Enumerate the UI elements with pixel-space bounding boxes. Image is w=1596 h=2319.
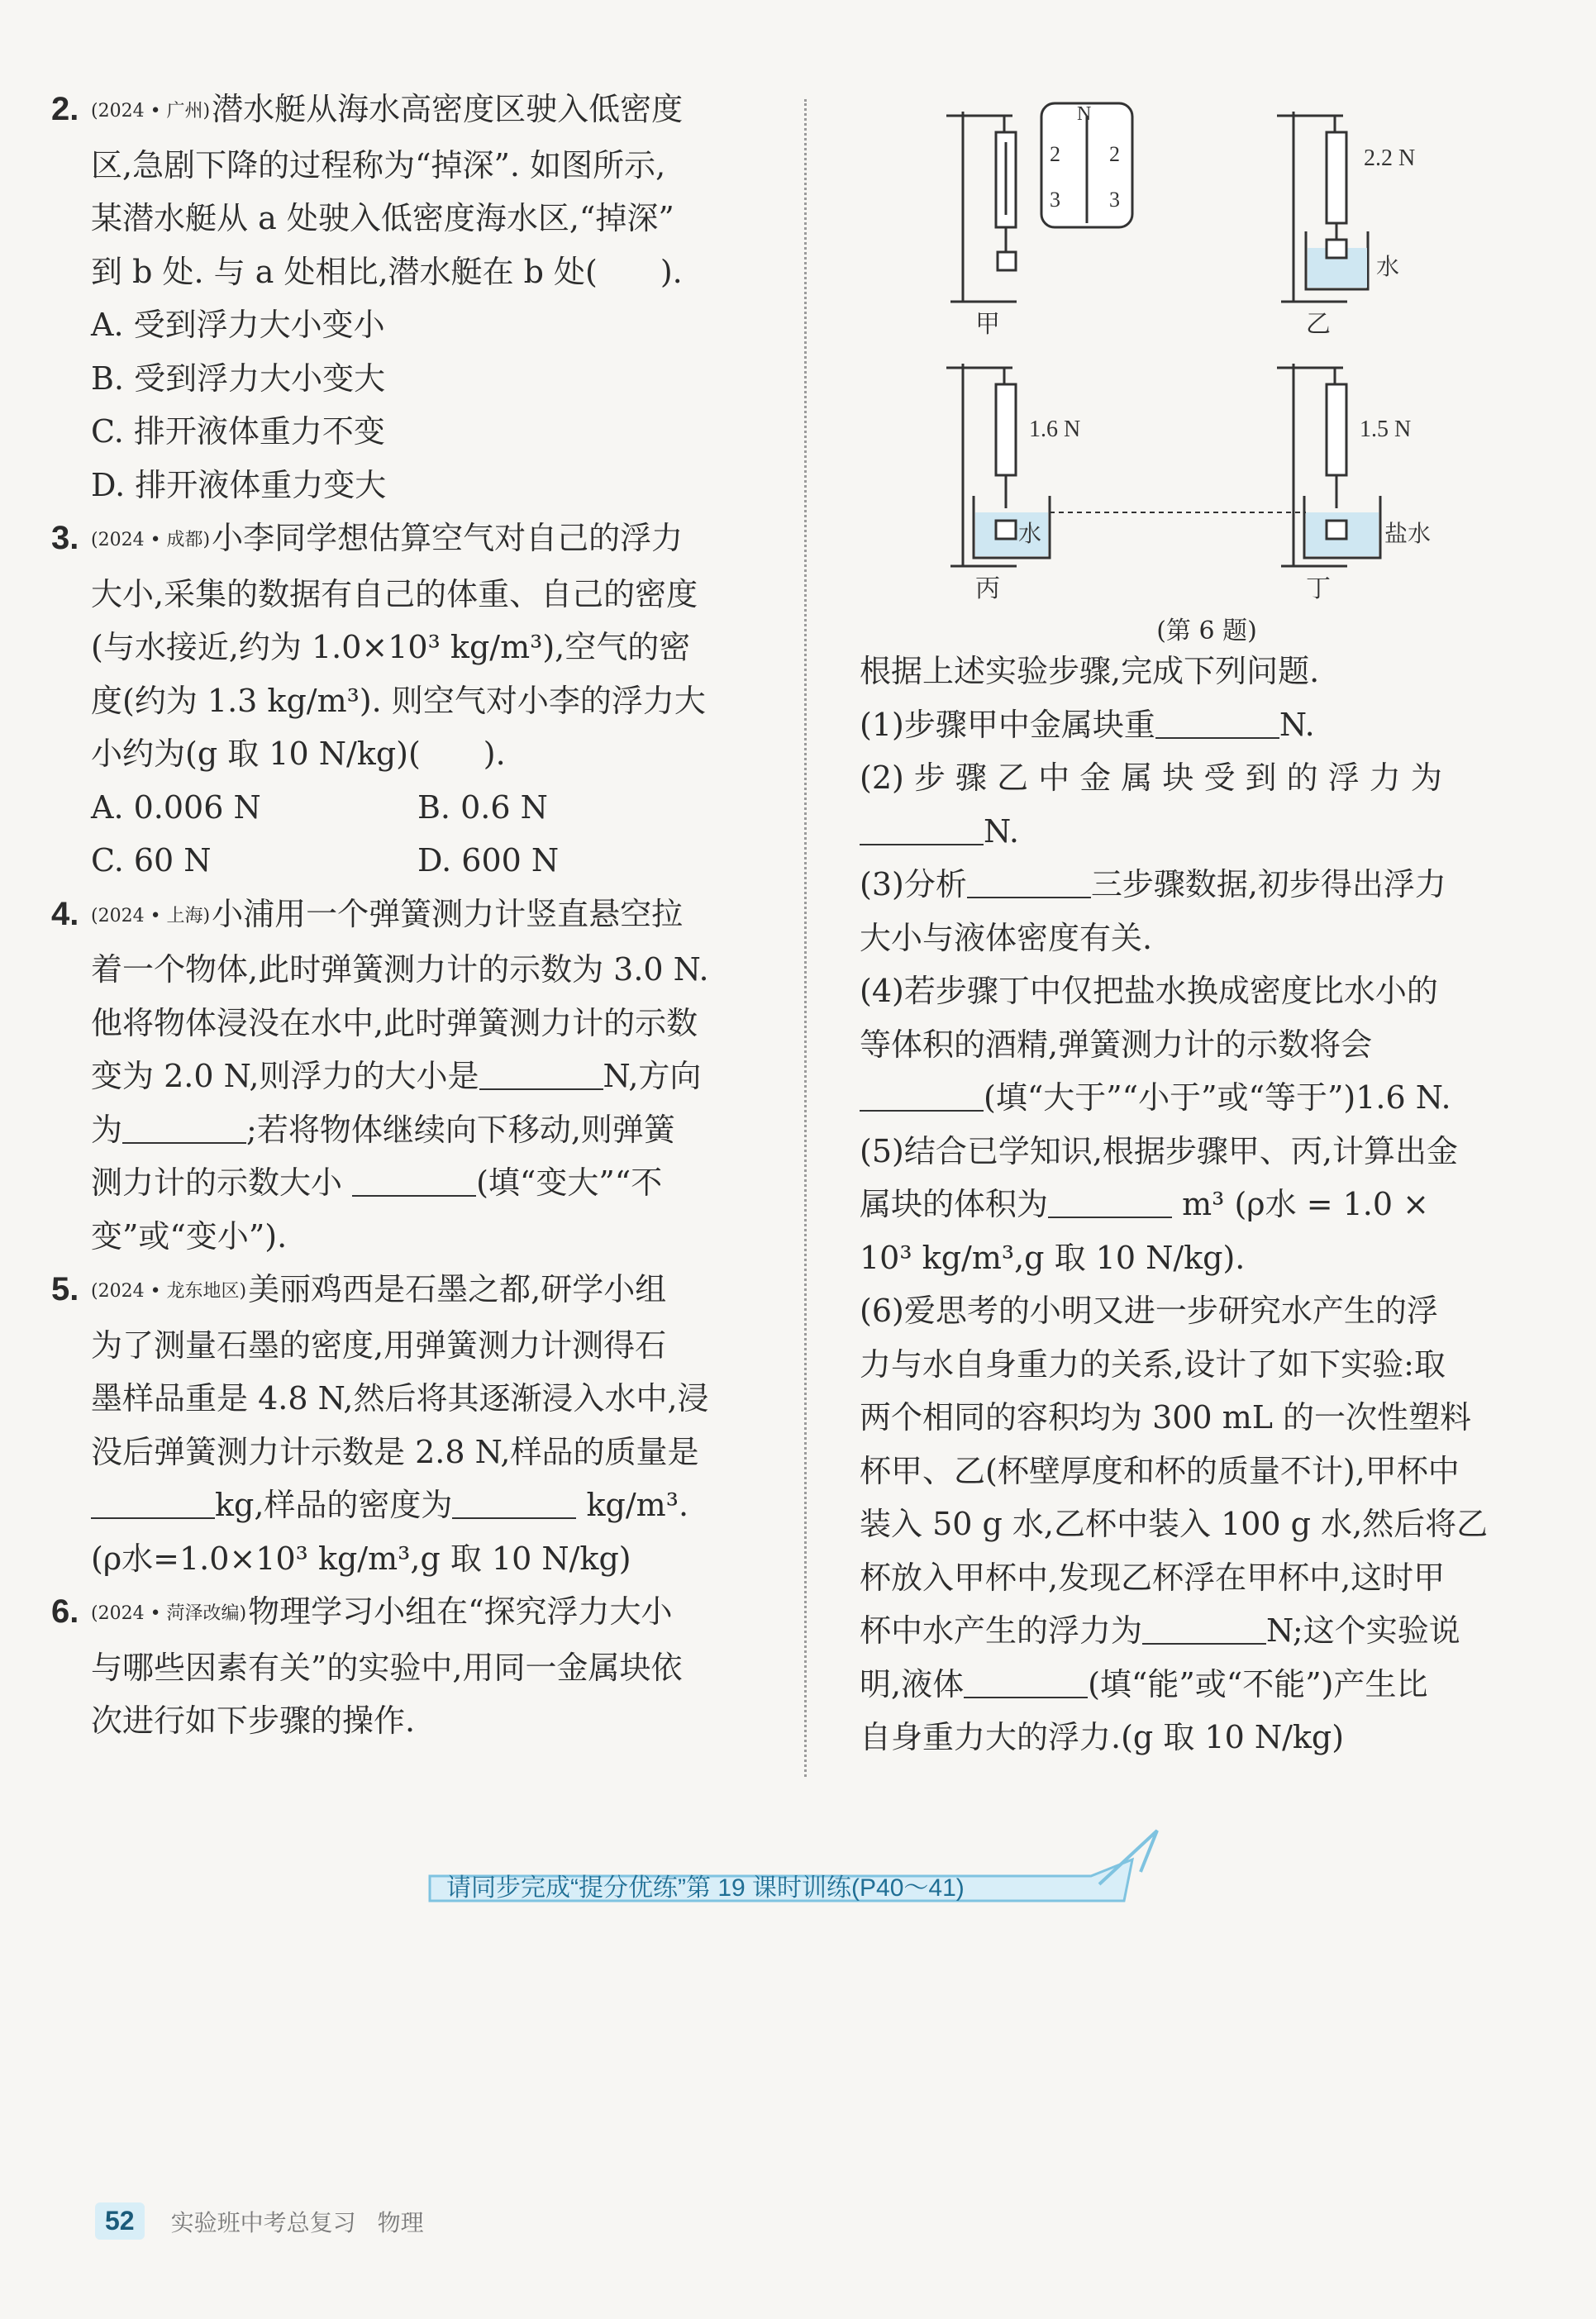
question-number: 5.: [51, 1271, 79, 1307]
label-bing: 丙: [975, 575, 1000, 602]
option-d: D. 排开液体重力变大: [91, 466, 387, 503]
question-number: 2.: [51, 91, 79, 127]
question-text: 装入 50 g 水,乙杯中装入 100 g 水,然后将乙: [860, 1506, 1489, 1542]
scale-mark: 2: [1050, 142, 1060, 166]
liquid-label: 水: [1376, 255, 1400, 280]
spring-scale-diagram: [926, 91, 1488, 603]
answer-blank[interactable]: [1142, 1617, 1266, 1645]
label-jia: 甲: [975, 311, 1000, 338]
answer-blank[interactable]: [860, 1083, 984, 1112]
question-text: 杯甲、乙(杯壁厚度和杯的质量不计),甲杯中: [860, 1452, 1460, 1489]
question-number: 3.: [51, 520, 79, 556]
question-text: (与水接近,约为 1.0×10³ kg/m³),空气的密: [91, 629, 691, 665]
question-text: 度(约为 1.3 kg/m³). 则空气对小李的浮力大: [91, 682, 706, 719]
question-text: 某潜水艇从 a 处驶入低密度海水区,“掉深”: [91, 200, 674, 236]
question-text: kg/m³.: [586, 1487, 689, 1523]
question-text: 墨样品重是 4.8 N,然后将其逐渐浸入水中,浸: [91, 1380, 709, 1417]
question-source: (2024 • 广州): [91, 101, 211, 121]
question-text: 次进行如下步骤的操作.: [91, 1702, 416, 1739]
question-text: 属块的体积为: [860, 1186, 1049, 1222]
question-source: (2024 • 成都): [91, 530, 211, 550]
question-text: 10³ kg/m³,g 取 10 N/kg).: [860, 1239, 1246, 1276]
option-b: B. 受到浮力大小变大: [91, 360, 386, 397]
question-text: 大小与液体密度有关.: [860, 919, 1153, 956]
question-text: 着一个物体,此时弹簧测力计的示数为 3.0 N.: [91, 951, 709, 988]
book-title: 实验班中考总复习: [170, 2209, 356, 2236]
question-text: (ρ水=1.0×10³ kg/m³,g 取 10 N/kg): [91, 1540, 631, 1577]
question-text: ;若将物体继续向下移动,则弹簧: [246, 1111, 675, 1148]
question-text: N;这个实验说: [1266, 1612, 1460, 1649]
question-text: 与哪些因素有关”的实验中,用同一金属块依: [91, 1649, 683, 1686]
sub-question-6: (6)爱思考的小明又进一步研究水产生的浮: [860, 1293, 1438, 1329]
figure-caption: (第 6 题): [1156, 617, 1257, 645]
question-text: 变”或“变小”).: [91, 1217, 288, 1255]
option-c: C. 60 N: [91, 842, 212, 879]
liquid-label: 盐水: [1384, 521, 1432, 547]
sub-question-1: (1)步骤甲中金属块重: [860, 706, 1155, 743]
reading-ding: 1.5 N: [1360, 417, 1412, 442]
answer-blank[interactable]: [479, 1062, 603, 1090]
option-b: B. 0.6 N: [417, 788, 548, 826]
metal-block: [998, 252, 1016, 270]
banner-graphic: [413, 1826, 1207, 1917]
unit-text: N.: [984, 812, 1019, 850]
question-text: 小浦用一个弹簧测力计竖直悬空拉: [212, 895, 684, 932]
option-a: A. 受到浮力大小变小: [91, 307, 385, 343]
answer-blank[interactable]: [964, 1670, 1088, 1698]
question-text: 物理学习小组在“探究浮力大小: [248, 1593, 673, 1630]
metal-block: [1327, 240, 1346, 258]
question-text: 测力计的示数大小: [91, 1164, 343, 1201]
question-text: (填“能”或“不能”)产生比: [1088, 1665, 1428, 1702]
unit-text: N.: [1279, 706, 1315, 743]
question-text: 明,液体: [860, 1665, 965, 1702]
answer-blank[interactable]: [1048, 1190, 1172, 1218]
question-text: 两个相同的容积均为 300 mL 的一次性塑料: [860, 1399, 1472, 1436]
option-a: A. 0.006 N: [91, 788, 261, 826]
question-text: m³ (ρ水 = 1.0 ×: [1182, 1186, 1429, 1222]
answer-blank[interactable]: [122, 1116, 246, 1144]
question-source: (2024 • 菏泽改编): [91, 1603, 247, 1624]
question-text: 三步骤数据,初步得出浮力: [1090, 866, 1446, 902]
question-text: (填“大于”“小于”或“等于”)1.6 N.: [984, 1079, 1451, 1116]
question-text: 潜水艇从海水高密度区驶入低密度: [212, 91, 684, 127]
scale-mark: 3: [1109, 188, 1120, 212]
experiment-figure: [926, 91, 1488, 645]
right-column: [860, 645, 1513, 1764]
question-text: kg,样品的密度为: [215, 1487, 453, 1523]
label-ding: 丁: [1306, 575, 1331, 602]
question-text: 杯放入甲杯中,发现乙杯浮在甲杯中,这时甲: [860, 1559, 1446, 1596]
scale-mark: 2: [1109, 142, 1120, 166]
question-3: [51, 512, 802, 888]
scale-mark: 3: [1050, 188, 1060, 212]
question-text: 他将物体浸没在水中,此时弹簧测力计的示数: [91, 1004, 698, 1041]
question-text: 杯中水产生的浮力为: [860, 1612, 1143, 1649]
question-text: 自身重力大的浮力.(g 取 10 N/kg): [860, 1719, 1345, 1755]
answer-blank[interactable]: [352, 1169, 476, 1197]
left-column: [51, 83, 802, 1748]
question-2: [51, 83, 802, 512]
question-5: [51, 1263, 802, 1585]
question-text: 大小,采集的数据有自己的体重、自己的密度: [91, 575, 698, 612]
question-4: [51, 888, 802, 1264]
question-text: 为: [91, 1111, 123, 1148]
answer-blank[interactable]: [452, 1491, 576, 1519]
reading-bing: 1.6 N: [1029, 417, 1081, 442]
question-text: 小李同学想估算空气对自己的浮力: [212, 520, 684, 556]
reading-yi: 2.2 N: [1364, 145, 1416, 171]
question-6: [51, 1585, 802, 1748]
scale-unit: N: [1077, 103, 1092, 125]
question-text: (填“变大”“不: [476, 1164, 663, 1201]
question-text: 等体积的酒精,弹簧测力计的示数将会: [860, 1026, 1373, 1063]
question-text: N,方向: [603, 1058, 702, 1094]
sub-question-4: (4)若步骤丁中仅把盐水换成密度比水小的: [860, 973, 1438, 1009]
sub-question-3: (3)分析: [860, 866, 967, 902]
answer-blank[interactable]: [91, 1491, 215, 1519]
question-text: 小约为(g 取 10 N/kg)( ).: [91, 736, 506, 772]
intro-text: 根据上述实验步骤,完成下列问题.: [860, 653, 1320, 689]
question-text: 到 b 处. 与 a 处相比,潜水艇在 b 处( ).: [91, 253, 683, 290]
question-text: 没后弹簧测力计示数是 2.8 N,样品的质量是: [91, 1433, 699, 1470]
sub-question-5: (5)结合已学知识,根据步骤甲、丙,计算出金: [860, 1132, 1458, 1169]
answer-blank[interactable]: [967, 870, 1091, 898]
answer-blank[interactable]: [860, 817, 984, 845]
question-text: 变为 2.0 N,则浮力的大小是: [91, 1058, 479, 1094]
subject: 物理: [377, 2209, 424, 2236]
liquid-label: 水: [1018, 521, 1042, 547]
option-c: C. 排开液体重力不变: [91, 413, 385, 450]
page-number: 52: [95, 2202, 145, 2240]
sub-question-2: (2) 步 骤 乙 中 金 属 块 受 到 的 浮 力 为: [860, 760, 1442, 796]
setup-jia: [946, 103, 1132, 338]
answer-blank[interactable]: [1155, 711, 1279, 739]
setup-bing: [946, 364, 1080, 602]
question-source: (2024 • 上海): [91, 905, 211, 926]
column-divider: [804, 99, 807, 1777]
question-text: 区,急剧下降的过程称为“掉深”. 如图所示,: [91, 146, 666, 183]
setup-yi: [1277, 112, 1415, 338]
question-number: 6.: [51, 1593, 79, 1630]
question-text: 力与水自身重力的关系,设计了如下实验:取: [860, 1345, 1446, 1383]
question-source: (2024 • 龙东地区): [91, 1281, 247, 1302]
metal-block: [1327, 521, 1346, 539]
question-text: 美丽鸡西是石墨之都,研学小组: [248, 1271, 667, 1307]
practice-banner: [413, 1826, 1207, 1917]
metal-block: [996, 521, 1016, 539]
setup-ding: [1277, 364, 1431, 602]
banner-text: 请同步完成“提分优练”第 19 课时训练(P40～41): [446, 1874, 965, 1902]
option-d: D. 600 N: [417, 842, 560, 879]
label-yi: 乙: [1306, 311, 1331, 338]
question-number: 4.: [51, 895, 79, 932]
question-text: 为了测量石墨的密度,用弹簧测力计测得石: [91, 1326, 667, 1364]
page-footer: [95, 2202, 424, 2240]
